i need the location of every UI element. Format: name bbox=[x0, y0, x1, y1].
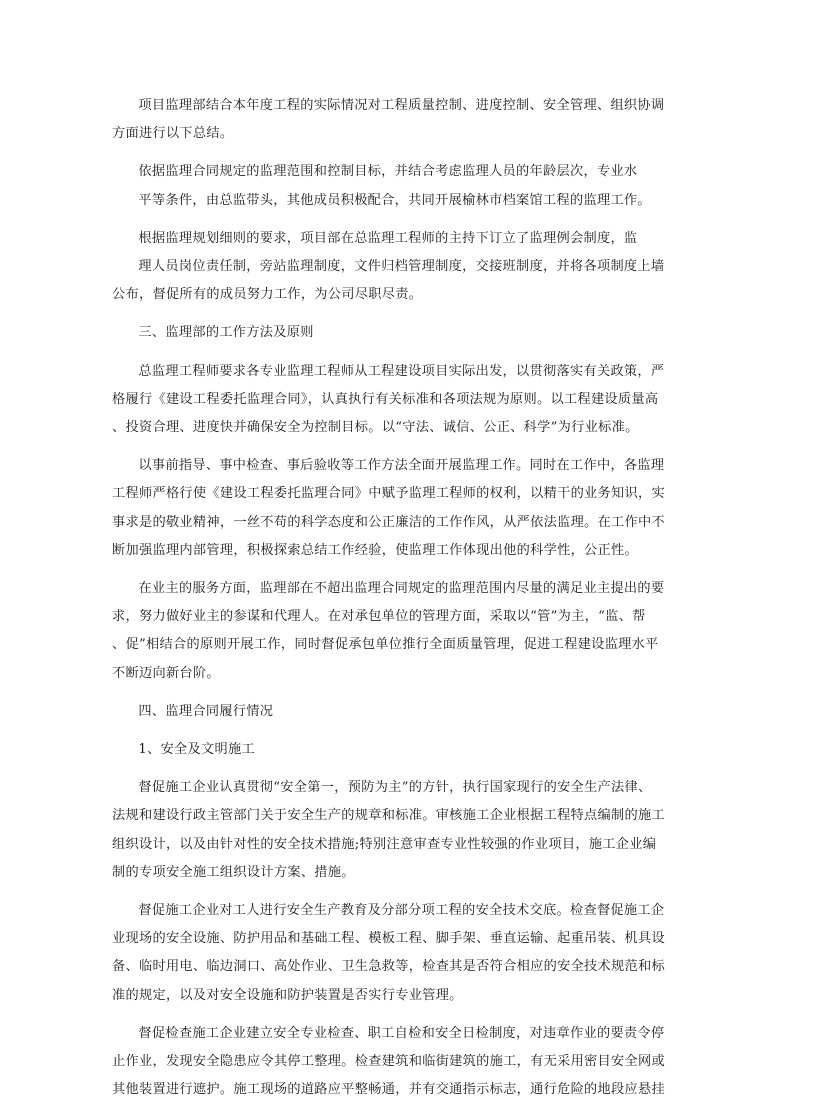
text-line: 方面进行以下总结。 bbox=[112, 126, 234, 142]
text-line: 根据监理规划细则的要求，项目部在总监理工程师的主持下订立了监理例会制度，监 bbox=[138, 230, 638, 246]
text-line: 依据监理合同规定的监理范围和控制目标，并结合考虑监理人员的年龄层次，专业水 bbox=[138, 164, 638, 180]
text-line: 组织设计，以及由针对性的安全技术措施;特别注意审查专业性较强的作业项目，施工企业编 bbox=[112, 836, 657, 852]
text-line: 业现场的安全设施、防护用品和基础工程、模板工程、脚手架、垂直运输、起重吊装、机具设 bbox=[112, 931, 665, 947]
text-line: 以事前指导、事中检查、事后验收等工作方法全面开展监理工作。同时在工作中，各监理 bbox=[138, 458, 665, 474]
text-line: 督促施工企业对工人进行安全生产教育及分部分项工程的安全技术交底。检查督促施工企 bbox=[138, 903, 665, 919]
text-line: 制的专项安全施工组织设计方案、措施。 bbox=[112, 864, 355, 880]
text-line: 在业主的服务方面，监理部在不超出监理合同规定的监理范围内尽量的满足业主提出的要 bbox=[138, 581, 665, 597]
paragraph-principles bbox=[112, 358, 712, 443]
text-line: 格履行《建设工程委托监理合同》，认真执行有关标准和各项法规为原则。以工程建设质量高 bbox=[112, 391, 659, 407]
document-page bbox=[112, 92, 712, 1115]
text-line: 项目监理部结合本年度工程的实际情况对工程质量控制、进度控制、安全管理、组织协调 bbox=[138, 98, 665, 113]
paragraph-summary-intro bbox=[112, 92, 712, 148]
section-heading-methods: 三、监理部的工作方法及原则 bbox=[138, 325, 314, 341]
text-line: 备、临时用电、临边洞口、高处作业、卫生急救等，检查其是否符合相应的安全技术规范和标 bbox=[112, 959, 665, 975]
text-line: 求，努力做好业主的参谋和代理人。在对承包单位的管理方面，采取以“管”为主，“监、帮 bbox=[112, 609, 646, 625]
text-line: 不断迈向新台阶。 bbox=[112, 665, 220, 681]
text-line: 督促检查施工企业建立安全专业检查、职工自检和安全日检制度，对违章作业的要责令停 bbox=[138, 1025, 665, 1041]
text-line: 法规和建设行政主管部门关于安全生产的规章和标准。审核施工企业根据工程特点编制的施工 bbox=[112, 808, 665, 824]
paragraph-regulations bbox=[112, 225, 712, 310]
text-line: 公布，督促所有的成员努力工作，为公司尽职尽责。 bbox=[112, 287, 423, 303]
text-line: 总监理工程师要求各专业监理工程师从工程建设项目实际出发，以贯彻落实有关政策，严 bbox=[138, 363, 665, 379]
text-line: 、投资合理、进度快并确保安全为控制目标。以“守法、诚信、公正、科学”为行业标准。 bbox=[112, 420, 639, 436]
paragraph-work-methods bbox=[112, 452, 712, 565]
text-line: 事求是的敬业精神，一丝不苟的科学态度和公正廉洁的工作作风，从严依法监理。在工作中不 bbox=[112, 514, 665, 530]
paragraph-safety-inspection bbox=[112, 1020, 712, 1105]
text-line: 准的规定，以及对安全设施和防护装置是否实行专业管理。 bbox=[112, 987, 463, 1003]
paragraph-monitoring-scope bbox=[112, 158, 712, 214]
text-line: 其他装置进行遮护。施工现场的道路应平整畅通，并有交通指示标志，通行危险的地段应悬挂 bbox=[112, 1082, 665, 1098]
text-line: 断加强监理内部管理，积极探索总结工作经验，使监理工作体现出他的科学性，公正性。 bbox=[112, 542, 639, 558]
text-line: 理人员岗位责任制，旁站监理制度，文件归档管理制度，交接班制度，并将各项制度上墙 bbox=[138, 259, 665, 275]
section-heading-contract: 四、监理合同履行情况 bbox=[138, 703, 274, 719]
text-line: 督促施工企业认真贯彻“安全第一，预防为主”的方针，执行国家现行的安全生产法律、 bbox=[138, 780, 652, 796]
text-line: 、促”相结合的原则开展工作，同时督促承包单位推行全面质量管理，促进工程建设监理水平 bbox=[112, 637, 659, 653]
subsection-heading-safety: 1、安全及文明施工 bbox=[138, 742, 255, 758]
paragraph-owner-service bbox=[112, 575, 712, 688]
text-line: 平等条件，由总监带头，其他成员积极配合，共同开展榆林市档案馆工程的监理工作。 bbox=[138, 192, 651, 208]
paragraph-safety-policy bbox=[112, 774, 712, 887]
paragraph-safety-education bbox=[112, 897, 712, 1010]
text-line: 止作业，发现安全隐患应令其停工整理。检查建筑和临街建筑的施工，有无采用密目安全网或 bbox=[112, 1054, 665, 1070]
text-line: 工程师严格行使《建设工程委托监理合同》中赋予监理工程师的权利，以精干的业务知识，实 bbox=[112, 486, 665, 502]
